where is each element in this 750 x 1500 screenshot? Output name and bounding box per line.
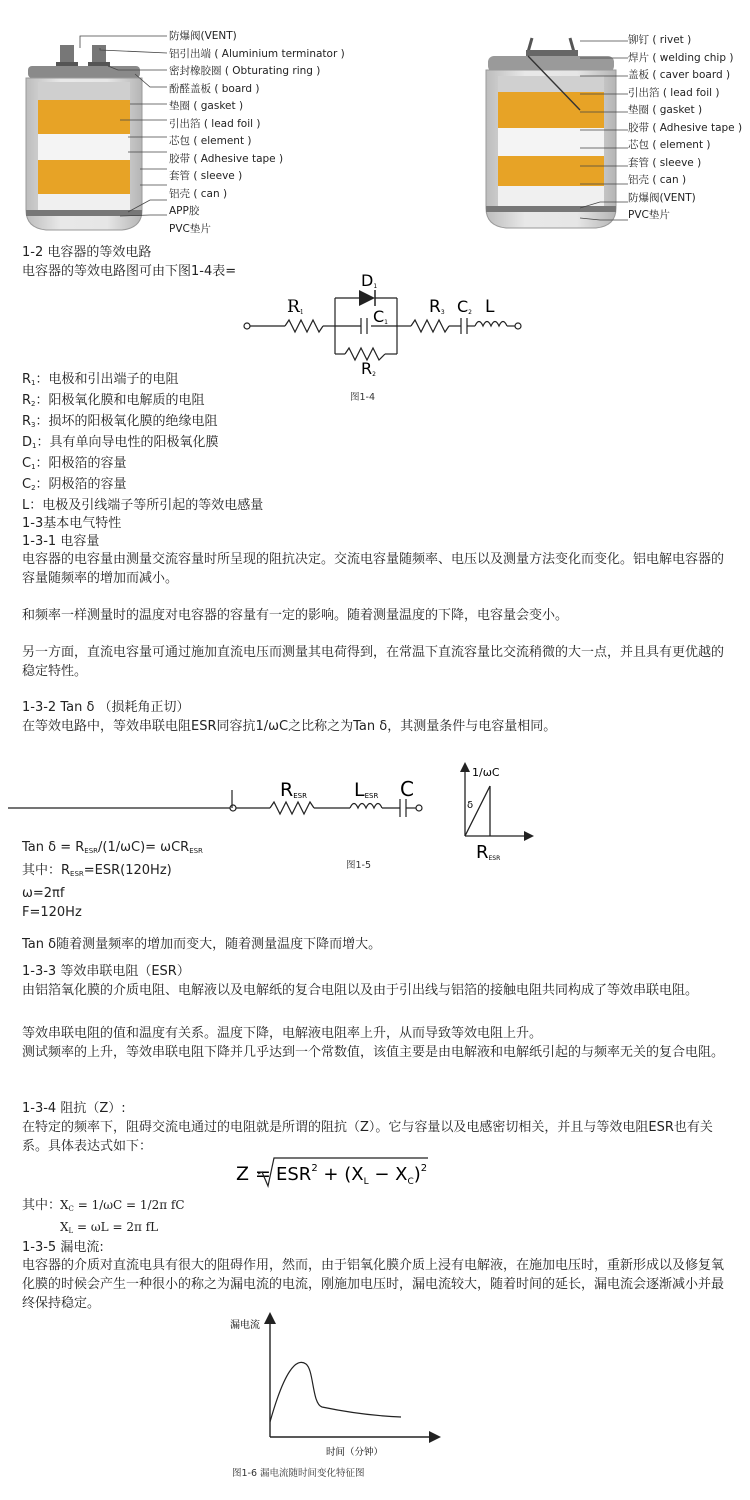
paragraph-capacitance-3: 另一方面，直流电容量可通过施加直流电压而测量其电荷得到，在常温下直流容量比交流稍微的大一点，并且具有更优越的稳定特性。 <box>22 645 725 679</box>
legend-item: $R_2$：阳极氧化膜和电解质的电阻 <box>22 393 205 408</box>
formula-where-label: 其中： <box>22 1198 62 1213</box>
left-label: 胶带 ( Adhesive tape ) <box>169 152 284 165</box>
right-label: 芯包 ( element ) <box>628 139 711 151</box>
formula-frequency: F=120Hz <box>22 905 82 920</box>
formula-tan-delta: Tan $\delta = R_{ESR}/(1/\omega C)= \omega CR_{ESR}$ <box>22 840 203 855</box>
tan-delta-note: Tan δ随着测量频率的增加而变大，随着测量温度下降而增大。 <box>22 937 382 952</box>
subsection-heading-1-3-5: 1-3-5 漏电流: <box>22 1240 104 1255</box>
paragraph-impedance: 在特定的频率下，阻碍交流电通过的电阻就是所谓的阻抗（Z）。它与容量以及电感密切相关，并且与等效电阻ESR也有关系。具体表达式如下： <box>22 1120 713 1154</box>
paragraph-capacitance-1: 电容器的电容量由测量交流容量时所呈现的阻抗决定。交流电容量随频率、电压以及测量方法变化而变化。铝电解电容器的容量随频率的增加而减小。 <box>22 552 725 586</box>
subsection-heading-1-3-1: 1-3-1 电容量 <box>22 534 100 549</box>
left-label: 套管 ( sleeve ) <box>169 170 243 182</box>
leakage-current-graph <box>226 1312 456 1457</box>
left-label: APP胶 <box>169 205 200 217</box>
legend-item: $R_1$：电极和引出端子的电阻 <box>22 372 179 387</box>
fig-1-6-caption: 图1-6 漏电流随时间变化特征图 <box>232 1468 365 1479</box>
paragraph-capacitance-2: 和频率一样测量时的温度对电容器的容量有一定的影响。随着测量温度的下降，电容量会变小。 <box>22 608 569 623</box>
right-diagram-labels <box>628 32 742 225</box>
left-label: 铝壳 ( can ) <box>169 187 228 200</box>
right-label: 防爆阀(VENT) <box>628 191 696 204</box>
left-label: 防爆阀(VENT) <box>169 30 237 42</box>
subsection-heading-1-3-4: 1-3-4 阻抗（Z）: <box>22 1101 126 1116</box>
d1-label: D1 <box>361 271 378 290</box>
left-label: PVC垫片 <box>169 222 211 235</box>
c1-label: C1 <box>373 307 388 326</box>
left-diagram-labels <box>169 28 345 238</box>
section-heading-1-3: 1-3基本电气特性 <box>22 516 122 531</box>
r-esr-label: RESR <box>280 779 307 801</box>
right-label: 垫圈 ( gasket ) <box>628 104 703 116</box>
formula-omega: ω=2πf <box>22 886 65 901</box>
equivalent-circuit-fig-1-4 <box>235 268 535 378</box>
formula-z-lhs: Z = <box>236 1163 271 1185</box>
graph-x-label-time: 时间（分钟） <box>326 1447 384 1457</box>
right-leader-lines <box>580 30 630 235</box>
l-esr-label: LESR <box>354 779 379 801</box>
r2-label: R2 <box>361 359 376 378</box>
legend-item: L：电极及引线端子等所引起的等效电感量 <box>22 498 264 513</box>
legend-item: $D_1$：具有单向导电性的阳极氧化膜 <box>22 435 219 450</box>
paragraph-esr-3: 测试频率的上升，等效串联电阻下降并几乎达到一个常数值，该值主要是由电解液和电解纸引起的与频率无关的复合电阻。 <box>22 1045 725 1060</box>
graph-y-label: 1/ωC <box>472 766 500 779</box>
right-label: 焊片 ( welding chip ) <box>628 51 734 64</box>
graph-delta-label: δ <box>467 800 474 811</box>
paragraph-esr-1: 由铝箔氧化膜的介质电阻、电解液以及电解纸的复合电阻以及由于引出线与铝箔的接触电阻共同构成了等效串联电阻。 <box>22 983 699 998</box>
l-label: L <box>485 297 495 317</box>
right-label: 引出箔 ( lead foil ) <box>628 86 720 99</box>
left-label: 芯包 ( element ) <box>169 135 252 147</box>
right-label: 铝壳 ( can ) <box>628 174 687 186</box>
fig-1-5-caption: 图1-5 <box>346 860 372 871</box>
subsection-heading-1-3-3: 1-3-3 等效串联电阻（ESR） <box>22 964 190 979</box>
formula-xl: $X_L = \omega L = 2\pi$ fL <box>60 1220 159 1235</box>
formula-z-body: $ESR^2 + (X_L - X_C)^2$ <box>276 1163 428 1187</box>
reactance-formulas <box>60 1196 185 1240</box>
fig-1-4-caption: 图1-4 <box>350 392 376 403</box>
esr-circuit-fig-1-5 <box>0 768 450 828</box>
r1-label: R1 <box>287 297 304 317</box>
impedance-formula <box>232 1152 442 1192</box>
circuit-legend <box>22 371 263 518</box>
left-label: 密封橡胶圈 ( Obturating ring ) <box>169 65 321 77</box>
right-label: 盖板 ( caver board ) <box>628 69 731 81</box>
r3-label: R3 <box>429 297 445 317</box>
c2-label: C2 <box>457 297 472 316</box>
right-label: 套管 ( sleeve ) <box>628 156 702 169</box>
graph-x-label: RESR <box>476 842 501 863</box>
formula-where: 其中：$R_{ESR}=ESR(120Hz)$ <box>22 863 172 878</box>
left-label: 垫圈 ( gasket ) <box>169 100 244 112</box>
legend-item: $R_3$：损坏的阳极氧化膜的绝缘电阻 <box>22 414 218 429</box>
formula-xc: $X_C = 1/\omega C = 1/2\pi$ fC <box>60 1198 185 1213</box>
paragraph-esr-2: 等效串联电阻的值和温度有关系。温度下降，电解液电阻率上升，从而导致等效电阻上升。 <box>22 1026 543 1041</box>
paragraph-tan-delta: 在等效电路中，等效串联电阻ESR同容抗1/ωC之比称之为Tan δ，其测量条件与电容量相同。 <box>22 719 557 734</box>
tan-delta-formulas <box>22 838 203 922</box>
right-label: PVC垫片 <box>628 209 670 221</box>
graph-y-label-leakage: 漏电流 <box>230 1320 260 1331</box>
subsection-heading-1-3-2: 1-3-2 Tan δ （损耗角正切） <box>22 700 190 715</box>
left-label: 铝引出端 ( Aluminium terminator ) <box>169 47 345 60</box>
right-label: 胶带 ( Adhesive tape ) <box>628 121 743 134</box>
tan-delta-graph <box>450 760 550 865</box>
section-heading-1-2: 1-2 电容器的等效电路 <box>22 245 152 260</box>
left-label: 酚醛盖板 ( board ) <box>169 82 260 95</box>
legend-item: $C_2$：阴极箔的容量 <box>22 477 127 492</box>
c-label: C <box>400 777 414 801</box>
left-label: 引出箔 ( lead foil ) <box>169 117 261 130</box>
section-intro-1-2: 电容器的等效电路图可由下图1-4表= <box>22 264 237 279</box>
paragraph-leakage: 电容器的介质对直流电具有很大的阻碍作用，然而，由于铝氧化膜介质上浸有电解液，在施加电压时，重新形成以及修复氧化膜的时候会产生一种很小的称之为漏电流的电流，刚施加电压时，漏电流较大，随着时间的延长，漏电流会逐渐减小并最终保持稳定。 <box>22 1258 725 1311</box>
legend-item: $C_1$：阳极箔的容量 <box>22 456 127 471</box>
right-label: 铆钉 ( rivet ) <box>628 34 692 46</box>
